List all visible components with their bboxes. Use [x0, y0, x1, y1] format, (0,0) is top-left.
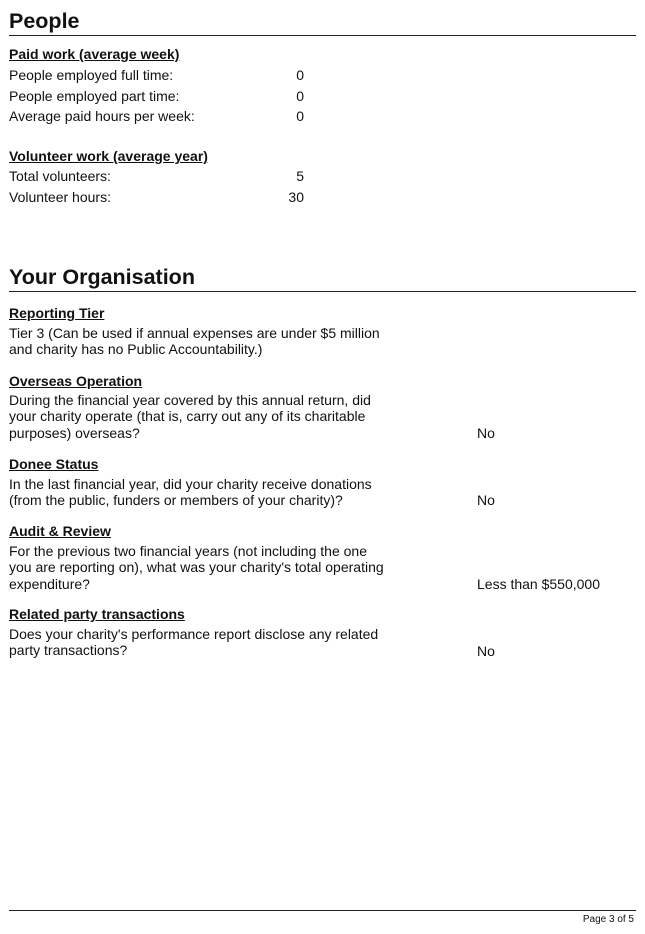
audit-review-heading: Audit & Review	[9, 523, 111, 539]
audit-review-answer: Less than $550,000	[477, 576, 600, 592]
organisation-divider	[9, 291, 636, 292]
volunteer-hours-value: 30	[288, 189, 304, 205]
total-volunteers-label: Total volunteers:	[9, 168, 111, 184]
paid-hours-value: 0	[296, 108, 304, 124]
full-time-label: People employed full time:	[9, 67, 174, 83]
footer-divider	[9, 910, 636, 911]
related-party-answer: No	[477, 643, 495, 659]
reporting-tier-text: Tier 3 (Can be used if annual expenses are under $5 million and charity has no Public Accountability.)	[9, 325, 380, 358]
part-time-value: 0	[296, 88, 304, 104]
paid-hours-label: Average paid hours per week:	[9, 108, 195, 124]
paid-work-heading: Paid work (average week)	[9, 46, 180, 62]
audit-review-question: For the previous two financial years (not including the one you are reporting on), what was your charity's total operating expenditure?	[9, 543, 384, 592]
overseas-operation-question: During the financial year covered by this annual return, did your charity operate (that is, carry out any of its charitable purposes) overseas?	[9, 392, 371, 441]
overseas-operation-heading: Overseas Operation	[9, 373, 143, 389]
reporting-tier-heading: Reporting Tier	[9, 305, 105, 321]
total-volunteers-value: 5	[296, 168, 304, 184]
part-time-label: People employed part time:	[9, 88, 180, 104]
donee-status-question: In the last financial year, did your charity receive donations (from the public, funders or members of your charity)?	[9, 476, 372, 509]
people-title: People	[9, 9, 80, 33]
overseas-operation-answer: No	[477, 425, 495, 441]
related-party-heading: Related party transactions	[9, 606, 185, 622]
volunteer-hours-label: Volunteer hours:	[9, 189, 111, 205]
page-number: Page 3 of 5	[582, 914, 634, 925]
full-time-value: 0	[296, 67, 304, 83]
donee-status-answer: No	[477, 492, 495, 508]
organisation-title: Your Organisation	[9, 265, 195, 289]
people-divider	[9, 35, 636, 36]
volunteer-work-heading: Volunteer work (average year)	[9, 148, 208, 164]
donee-status-heading: Donee Status	[9, 456, 99, 472]
related-party-question: Does your charity's performance report disclose any related party transactions?	[9, 626, 379, 659]
